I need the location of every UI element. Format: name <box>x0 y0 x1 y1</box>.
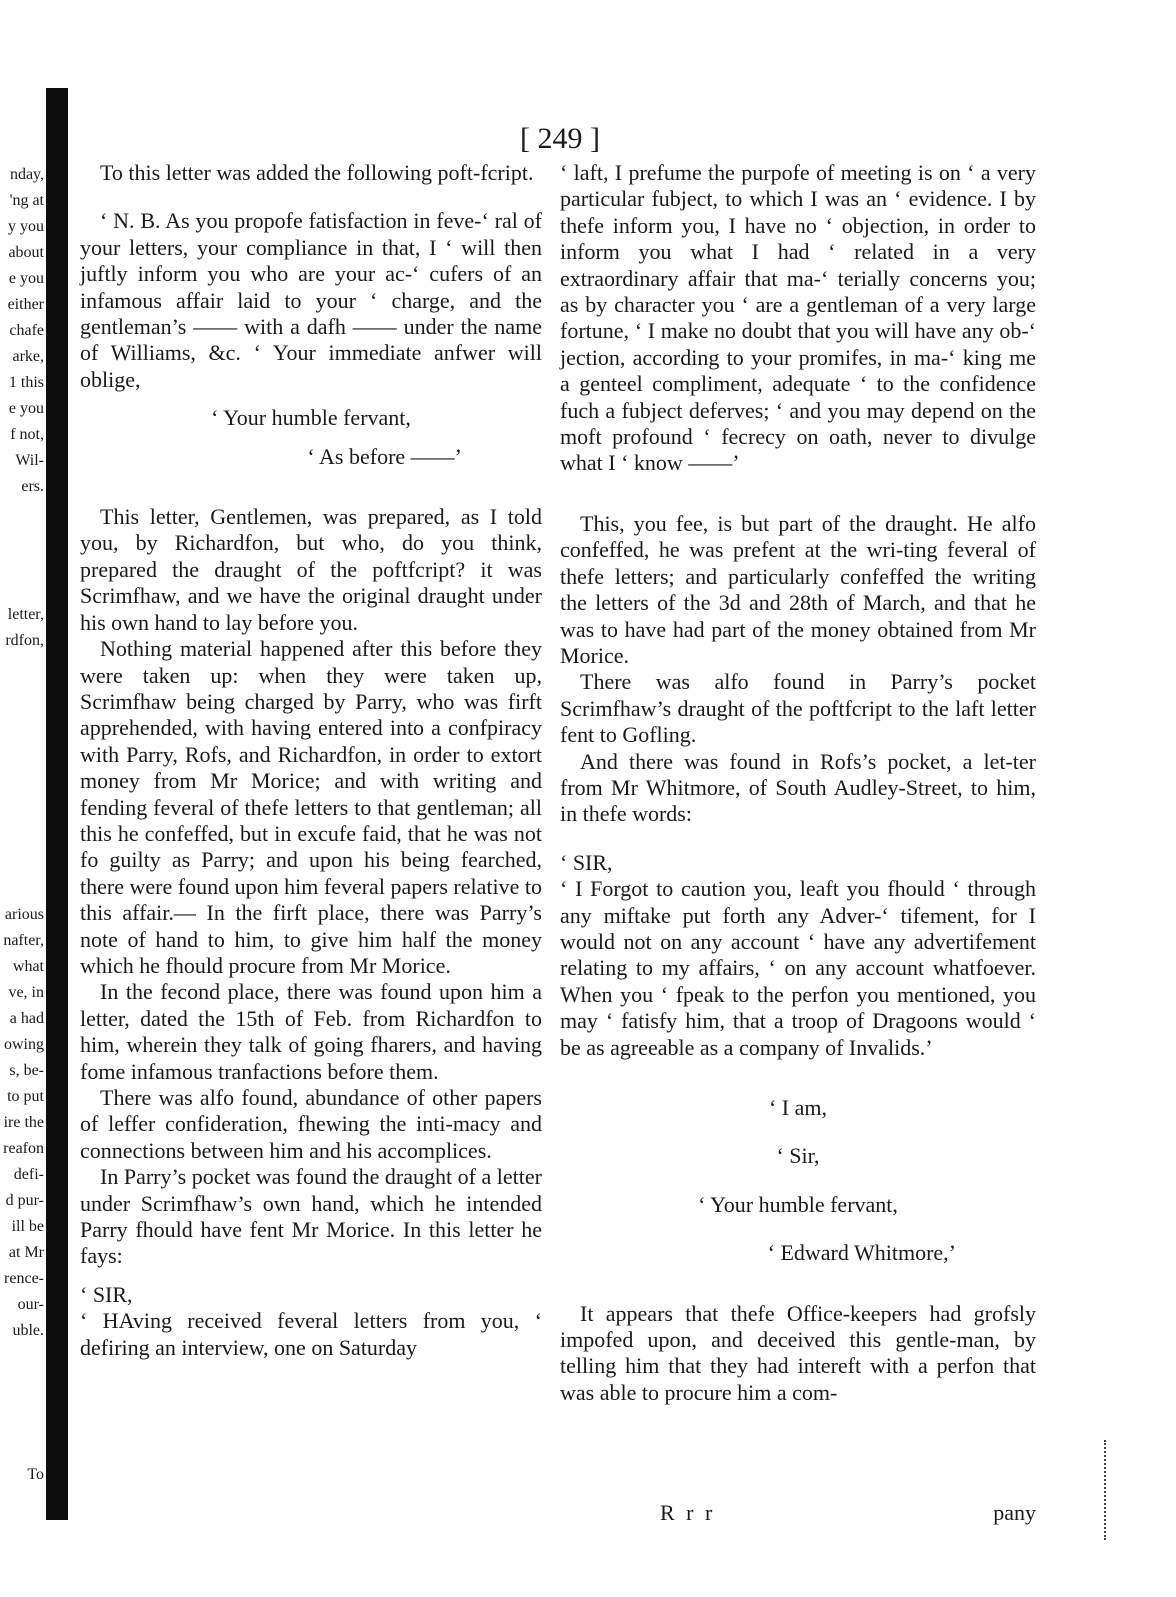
letter-closing: ‘ Your humble fervant, <box>698 1191 898 1217</box>
margin-fragment: s, be- <box>9 1062 44 1079</box>
margin-fragment: uble. <box>12 1322 44 1339</box>
paragraph: This letter, Gentlemen, was prepared, as I told you, by Richardfon, but who, do you think, prepared the draught of the poftfcript? it was Scrimfhaw, and we have the original draught under his own hand to lay before you. <box>80 504 542 635</box>
margin-fragment: nday, <box>9 166 44 183</box>
margin-fragment: To <box>27 1466 44 1483</box>
margin-fragment: ers. <box>21 478 44 495</box>
paragraph: This, you fee, is but part of the draught. He alfo confeffed, he was prefent at the wri-ting feveral of thefe letters; and particularly confeffed the writing the letters of the 3d and 28th of March, and that he was to have had part of the money obtained from Mr Morice. <box>560 510 1036 668</box>
paragraph: In Parry’s pocket was found the draught of a letter under Scrimfhaw’s own hand, which he intended Parry fhould have fent Mr Morice. In this letter he fays: <box>80 1164 542 1269</box>
page-footer <box>560 1500 1036 1530</box>
letter-signature: ‘ As before ——’ <box>307 443 462 469</box>
margin-fragment: letter, <box>7 606 44 623</box>
margin-fragment: f not, <box>10 426 44 443</box>
margin-fragment: arious <box>4 906 44 923</box>
binding-shadow <box>46 88 68 1520</box>
postscript-letter: ‘ N. B. As you propofe fatisfaction in feve-‘ ral of your letters, your compliance in that, I ‘ will then juftly inform you who are your ac-‘ cufers of an infamous affair laid to your ‘ charge, and the gentleman’s —— with a dafh —— under the name of Williams, &c. ‘ Your immediate anfwer will oblige, <box>80 208 542 392</box>
margin-fragment: e you <box>8 270 44 287</box>
margin-fragment: reafon <box>3 1140 44 1157</box>
paragraph: It appears that thefe Office-keepers had grofsly impofed upon, and deceived this gentle-man, by telling him that they had intereft with a perfon that was able to procure him a com- <box>560 1300 1036 1405</box>
margin-fragment: about <box>8 244 44 261</box>
margin-fragment: rence- <box>4 1270 44 1287</box>
edge-marks <box>1104 1440 1116 1540</box>
margin-fragment: owing <box>4 1036 44 1053</box>
margin-fragment: y you <box>8 218 44 235</box>
page-number: [ 249 ] <box>520 122 600 155</box>
margin-fragment: e you <box>8 400 44 417</box>
margin-fragment: either <box>7 296 44 313</box>
letter-closing: ‘ Your humble fervant, <box>211 405 411 431</box>
letter-body: ‘ I Forgot to caution you, leaft you fhould ‘ through any miftake put forth any Adver-‘ tifement, for I would not on any account ‘ have any advertifement relating to my affairs, ‘ on any account whatfoever. When you ‘ fpeak to the perfon you mentioned, you may ‘ fatisfy him, that a troop of Dragoons would ‘ be as agreeable as a company of Invalids.’ <box>560 876 1036 1060</box>
paragraph: To this letter was added the following poft-fcript. <box>100 160 534 185</box>
margin-fragment: ve, in <box>8 984 44 1001</box>
letter-body: ‘ laft, I prefume the purpofe of meeting is on ‘ a very particular fubject, to which I was an ‘ evidence. I by thefe inform you, I have no ‘ objection, in order to inform you what I had ‘ related in a very extraordinary affair that ma-‘ terially concerns you; as by character you ‘ are a gentleman of a very large fortune, ‘ I make no doubt that you will have any ob-‘ jection, according to your promifes, in ma-‘ king me a genteel compliment, adequate ‘ to the confidence fuch a fubject deferves; ‘ and you may depend on the moft profound ‘ fecrecy on oath, never to divulge what I ‘ know ——’ <box>560 160 1036 476</box>
margin-fragment: ire the <box>3 1114 44 1131</box>
margin-fragment: Wil- <box>15 452 44 469</box>
letter-closing: ‘ I am, <box>768 1095 828 1120</box>
margin-fragment: defi- <box>13 1166 44 1183</box>
margin-fragment: arke, <box>12 348 44 365</box>
margin-fragment: d pur- <box>5 1192 44 1209</box>
letter-body: ‘ HAving received feveral letters from you, ‘ defiring an interview, one on Saturday <box>80 1308 542 1360</box>
right-column <box>560 160 1036 1406</box>
left-column <box>80 160 542 1361</box>
margin-fragment: to put <box>7 1088 44 1105</box>
catchword: pany <box>993 1500 1036 1525</box>
paragraph: In the fecond place, there was found upon him a letter, dated the 15th of Feb. from Richardfon to him, wherein they talk of going fharers, and having fome infamous tranfactions before them. <box>80 979 542 1084</box>
margin-fragment: our- <box>17 1296 44 1313</box>
margin-fragment: what <box>12 958 44 975</box>
margin-fragment: at Mr <box>8 1244 44 1261</box>
margin-fragment: chafe <box>9 322 44 339</box>
letter-closing: ‘ Sir, <box>776 1143 820 1169</box>
paragraph: There was alfo found, abundance of other papers of leffer confideration, fhewing the inti-macy and connections between him and his accomplices. <box>80 1085 542 1163</box>
margin-fragment: ill be <box>11 1218 44 1235</box>
margin-fragment: nafter, <box>3 932 44 949</box>
margin-fragment: 1 this <box>8 374 44 391</box>
margin-fragment: 'ng at <box>9 192 44 209</box>
margin-fragment: a had <box>9 1010 44 1027</box>
letter-salutation: ‘ SIR, <box>80 1281 133 1307</box>
letter-salutation: ‘ SIR, <box>560 849 613 875</box>
paragraph: There was alfo found in Parry’s pocket Scrimfhaw’s draught of the poftfcript to the laft letter fent to Gofling. <box>560 669 1036 748</box>
paragraph: Nothing material happened after this before they were taken up: when they were taken up, Scrimfhaw being charged by Parry, who was firft apprehended, with having entered into a confpiracy with Parry, Rofs, and Richardfon, in order to extort money from Mr Morice; and with writing and fending feveral of thefe letters to that gentleman; all this he confeffed, but in excufe faid, that he was not fo guilty as Parry; and upon his being fearched, there were found upon him feveral papers relative to this affair.— In the firft place, there was Parry’s note of hand to him, to give him half the money which he fhould procure from Mr Morice. <box>80 636 542 978</box>
margin-fragment: rdfon, <box>5 632 44 649</box>
paragraph: And there was found in Rofs’s pocket, a let-ter from Mr Whitmore, of South Audley-Street, to him, in thefe words: <box>560 748 1036 827</box>
letter-signature: ‘ Edward Whitmore,’ <box>767 1240 956 1266</box>
signature-mark: R r r <box>660 1500 716 1525</box>
